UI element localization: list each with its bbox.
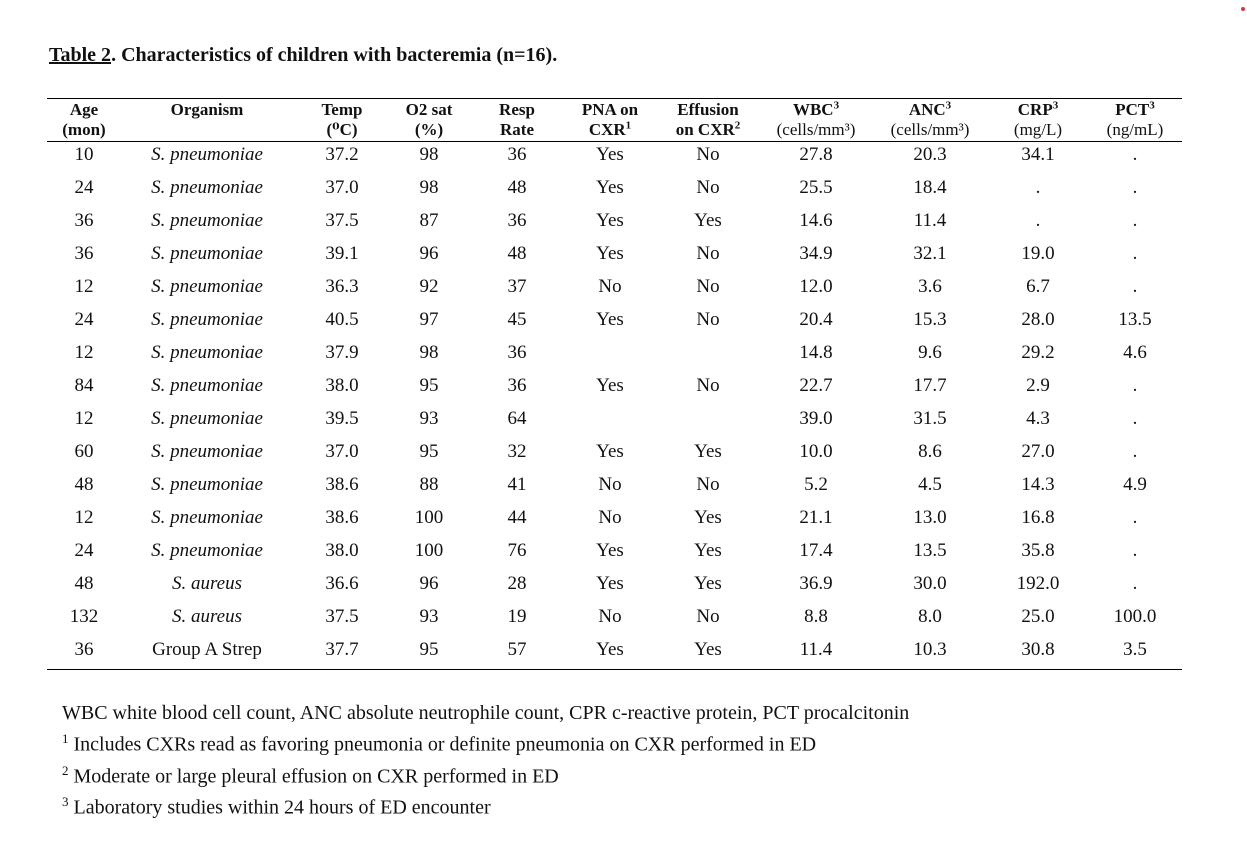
cell-pct: . xyxy=(1132,441,1138,462)
cell-o2-sat: 95 xyxy=(419,375,439,396)
cell-resp-rate: 57 xyxy=(507,639,527,660)
header-anc: ANC$^3$ (cells/mm³) xyxy=(890,99,970,139)
cell-wbc: 12.0 xyxy=(799,276,833,297)
cell-age: 10 xyxy=(74,144,94,165)
header-pct: PCT$^3$ (ng/mL) xyxy=(1106,99,1164,139)
table-row xyxy=(0,374,1247,407)
cell-resp-rate: 32 xyxy=(507,441,527,462)
cell-wbc: 8.8 xyxy=(804,606,828,627)
cell-effusion-on-cxr: No xyxy=(696,177,720,198)
cell-pna-on-cxr: Yes xyxy=(596,540,624,561)
cell-temp: 36.3 xyxy=(325,276,359,297)
cell-anc: 8.0 xyxy=(918,606,942,627)
cell-age: 12 xyxy=(74,408,94,429)
cell-pct: . xyxy=(1132,540,1138,561)
cell-pna-on-cxr: Yes xyxy=(596,441,624,462)
cell-wbc: 14.6 xyxy=(799,210,833,231)
cell-o2-sat: 96 xyxy=(419,573,439,594)
table-row xyxy=(0,341,1247,374)
cell-pct: . xyxy=(1132,408,1138,429)
cell-pna-on-cxr: Yes xyxy=(596,573,624,594)
table-row xyxy=(0,605,1247,638)
cell-resp-rate: 37 xyxy=(507,276,527,297)
cell-pct: 3.5 xyxy=(1123,639,1147,660)
cell-pct: . xyxy=(1132,276,1138,297)
cell-anc: 8.6 xyxy=(918,441,942,462)
cell-wbc: 27.8 xyxy=(799,144,833,165)
cell-crp: 16.8 xyxy=(1021,507,1055,528)
cell-temp: 38.0 xyxy=(325,540,359,561)
cell-age: 36 xyxy=(74,243,94,264)
header-age: Age (mon) xyxy=(62,100,106,139)
cell-wbc: 36.9 xyxy=(799,573,833,594)
header-top-rule xyxy=(47,98,1182,99)
header-resp-rate: Resp Rate xyxy=(499,100,535,139)
cell-temp: 37.7 xyxy=(325,639,359,660)
cell-age: 12 xyxy=(74,507,94,528)
table-row xyxy=(0,242,1247,275)
cell-o2-sat: 95 xyxy=(419,441,439,462)
cell-wbc: 10.0 xyxy=(799,441,833,462)
cell-crp: 30.8 xyxy=(1021,639,1055,660)
cell-temp: 39.1 xyxy=(325,243,359,264)
cell-effusion-on-cxr: No xyxy=(696,606,720,627)
cell-organism: S. pneumoniae xyxy=(151,309,263,330)
cell-age: 36 xyxy=(74,210,94,231)
cell-pct: . xyxy=(1132,177,1138,198)
cell-pna-on-cxr: Yes xyxy=(596,639,624,660)
cell-age: 48 xyxy=(74,474,94,495)
cell-organism: S. pneumoniae xyxy=(151,474,263,495)
footnote-abbreviations: WBC white blood cell count, ANC absolute neutrophile count, CPR c-reactive protein, PCT procalcitonin xyxy=(62,702,910,724)
table-row xyxy=(0,275,1247,308)
cell-temp: 36.6 xyxy=(325,573,359,594)
corner-dot xyxy=(1241,7,1245,11)
cell-resp-rate: 36 xyxy=(507,144,527,165)
header-wbc: WBC$^3$ (cells/mm³) xyxy=(776,99,856,139)
cell-effusion-on-cxr: No xyxy=(696,144,720,165)
table-title xyxy=(49,44,557,67)
cell-effusion-on-cxr: No xyxy=(696,276,720,297)
table-row xyxy=(0,473,1247,506)
cell-crp: 6.7 xyxy=(1026,276,1050,297)
cell-o2-sat: 100 xyxy=(414,540,444,561)
cell-effusion-on-cxr: No xyxy=(696,474,720,495)
cell-pna-on-cxr: Yes xyxy=(596,375,624,396)
header-crp: CRP$^3$ (mg/L) xyxy=(1013,99,1063,139)
cell-anc: 30.0 xyxy=(913,573,947,594)
cell-wbc: 5.2 xyxy=(804,474,828,495)
cell-pna-on-cxr: Yes xyxy=(596,144,624,165)
footnote-1: $^1$ Includes CXRs read as favoring pneumonia or definite pneumonia on CXR performed in ED xyxy=(62,731,817,756)
cell-age: 132 xyxy=(69,606,99,627)
table-row xyxy=(0,638,1247,671)
cell-organism: Group A Strep xyxy=(152,639,262,660)
cell-o2-sat: 87 xyxy=(419,210,439,231)
cell-anc: 15.3 xyxy=(913,309,947,330)
cell-o2-sat: 97 xyxy=(419,309,439,330)
cell-wbc: 14.8 xyxy=(799,342,833,363)
cell-temp: 37.2 xyxy=(325,144,359,165)
cell-wbc: 20.4 xyxy=(799,309,833,330)
cell-organism: S. pneumoniae xyxy=(151,441,263,462)
cell-wbc: 22.7 xyxy=(799,375,833,396)
cell-pct: . xyxy=(1132,144,1138,165)
cell-o2-sat: 96 xyxy=(419,243,439,264)
cell-anc: 17.7 xyxy=(913,375,947,396)
cell-anc: 13.5 xyxy=(913,540,947,561)
header-o2-sat: O2 sat (%) xyxy=(405,100,453,139)
cell-effusion-on-cxr: Yes xyxy=(694,210,722,231)
cell-anc: 20.3 xyxy=(913,144,947,165)
cell-anc: 18.4 xyxy=(913,177,947,198)
cell-pct: 13.5 xyxy=(1118,309,1152,330)
table-row xyxy=(0,209,1247,242)
cell-anc: 4.5 xyxy=(918,474,942,495)
cell-effusion-on-cxr: Yes xyxy=(694,639,722,660)
cell-organism: S. pneumoniae xyxy=(151,342,263,363)
cell-organism: S. pneumoniae xyxy=(151,408,263,429)
cell-temp: 39.5 xyxy=(325,408,359,429)
cell-wbc: 17.4 xyxy=(799,540,833,561)
cell-o2-sat: 95 xyxy=(419,639,439,660)
header-effusion-on-cxr: Effusion on CXR$^2$ xyxy=(675,100,741,139)
table-caption: . Characteristics of children with bacteremia (n=16). xyxy=(111,44,558,66)
cell-effusion-on-cxr: No xyxy=(696,243,720,264)
cell-organism: S. pneumoniae xyxy=(151,144,263,165)
cell-crp: 192.0 xyxy=(1016,573,1060,594)
cell-resp-rate: 36 xyxy=(507,342,527,363)
cell-pna-on-cxr: Yes xyxy=(596,177,624,198)
cell-effusion-on-cxr: Yes xyxy=(694,573,722,594)
cell-o2-sat: 98 xyxy=(419,144,439,165)
cell-resp-rate: 48 xyxy=(507,177,527,198)
cell-pct: . xyxy=(1132,375,1138,396)
cell-o2-sat: 98 xyxy=(419,342,439,363)
cell-organism: S. pneumoniae xyxy=(151,540,263,561)
cell-age: 36 xyxy=(74,639,94,660)
cell-crp: 28.0 xyxy=(1021,309,1055,330)
table-label: Table 2 xyxy=(49,44,112,66)
cell-pct: 4.9 xyxy=(1123,474,1147,495)
cell-effusion-on-cxr: No xyxy=(696,309,720,330)
cell-pna-on-cxr: No xyxy=(598,276,622,297)
cell-crp: 4.3 xyxy=(1026,408,1050,429)
header-temp: Temp (⁰C) xyxy=(321,100,363,139)
cell-resp-rate: 41 xyxy=(507,474,527,495)
cell-effusion-on-cxr: Yes xyxy=(694,540,722,561)
cell-anc: 9.6 xyxy=(918,342,942,363)
cell-organism: S. pneumoniae xyxy=(151,243,263,264)
header-bottom-rule xyxy=(47,141,1182,142)
cell-crp: 2.9 xyxy=(1026,375,1050,396)
cell-pct: 100.0 xyxy=(1113,606,1157,627)
cell-age: 24 xyxy=(74,177,94,198)
cell-age: 12 xyxy=(74,342,94,363)
cell-pct: . xyxy=(1132,210,1138,231)
cell-age: 84 xyxy=(74,375,94,396)
cell-anc: 32.1 xyxy=(913,243,947,264)
cell-temp: 40.5 xyxy=(325,309,359,330)
cell-pct: . xyxy=(1132,573,1138,594)
cell-temp: 37.9 xyxy=(325,342,359,363)
cell-age: 24 xyxy=(74,540,94,561)
cell-pct: 4.6 xyxy=(1123,342,1147,363)
cell-age: 60 xyxy=(74,441,94,462)
cell-temp: 38.6 xyxy=(325,507,359,528)
table-row xyxy=(0,572,1247,605)
cell-effusion-on-cxr: Yes xyxy=(694,441,722,462)
cell-crp: 29.2 xyxy=(1021,342,1055,363)
cell-o2-sat: 92 xyxy=(419,276,439,297)
table-row xyxy=(0,506,1247,539)
cell-resp-rate: 48 xyxy=(507,243,527,264)
cell-effusion-on-cxr: Yes xyxy=(694,507,722,528)
cell-organism: S. aureus xyxy=(171,606,243,627)
cell-pna-on-cxr: Yes xyxy=(596,210,624,231)
cell-pna-on-cxr: Yes xyxy=(596,243,624,264)
table-row xyxy=(0,407,1247,440)
cell-crp: 27.0 xyxy=(1021,441,1055,462)
cell-crp: . xyxy=(1035,177,1041,198)
cell-o2-sat: 88 xyxy=(419,474,439,495)
cell-resp-rate: 76 xyxy=(507,540,527,561)
cell-wbc: 25.5 xyxy=(799,177,833,198)
cell-crp: 35.8 xyxy=(1021,540,1055,561)
table-row xyxy=(0,440,1247,473)
cell-o2-sat: 100 xyxy=(414,507,444,528)
table-row xyxy=(0,143,1247,176)
table-row xyxy=(0,308,1247,341)
footnote-3: $^3$ Laboratory studies within 24 hours of ED encounter xyxy=(62,794,491,819)
table-row xyxy=(0,539,1247,572)
cell-pct: . xyxy=(1132,507,1138,528)
cell-crp: 19.0 xyxy=(1021,243,1055,264)
cell-o2-sat: 93 xyxy=(419,606,439,627)
cell-anc: 31.5 xyxy=(913,408,947,429)
cell-pna-on-cxr: Yes xyxy=(596,309,624,330)
cell-crp: . xyxy=(1035,210,1041,231)
cell-temp: 37.5 xyxy=(325,210,359,231)
cell-wbc: 39.0 xyxy=(799,408,833,429)
cell-resp-rate: 45 xyxy=(507,309,527,330)
cell-organism: S. aureus xyxy=(171,573,243,594)
cell-pna-on-cxr: No xyxy=(598,507,622,528)
cell-resp-rate: 19 xyxy=(507,606,527,627)
header-organism: Organism xyxy=(170,100,244,119)
cell-pna-on-cxr: No xyxy=(598,606,622,627)
cell-anc: 11.4 xyxy=(913,210,947,231)
footnotes xyxy=(62,700,909,821)
cell-anc: 10.3 xyxy=(913,639,947,660)
cell-temp: 37.0 xyxy=(325,441,359,462)
cell-resp-rate: 36 xyxy=(507,375,527,396)
cell-organism: S. pneumoniae xyxy=(151,507,263,528)
cell-wbc: 34.9 xyxy=(799,243,833,264)
cell-wbc: 21.1 xyxy=(799,507,833,528)
cell-o2-sat: 98 xyxy=(419,177,439,198)
cell-resp-rate: 44 xyxy=(507,507,527,528)
cell-effusion-on-cxr: No xyxy=(696,375,720,396)
cell-temp: 37.5 xyxy=(325,606,359,627)
cell-crp: 34.1 xyxy=(1021,144,1055,165)
cell-crp: 25.0 xyxy=(1021,606,1055,627)
cell-o2-sat: 93 xyxy=(419,408,439,429)
cell-anc: 13.0 xyxy=(913,507,947,528)
cell-anc: 3.6 xyxy=(918,276,942,297)
cell-organism: S. pneumoniae xyxy=(151,210,263,231)
cell-age: 12 xyxy=(74,276,94,297)
cell-resp-rate: 36 xyxy=(507,210,527,231)
cell-resp-rate: 64 xyxy=(507,408,527,429)
cell-resp-rate: 28 xyxy=(507,573,527,594)
cell-age: 24 xyxy=(74,309,94,330)
cell-age: 48 xyxy=(74,573,94,594)
cell-organism: S. pneumoniae xyxy=(151,375,263,396)
cell-pna-on-cxr: No xyxy=(598,474,622,495)
cell-wbc: 11.4 xyxy=(799,639,833,660)
cell-organism: S. pneumoniae xyxy=(151,276,263,297)
cell-crp: 14.3 xyxy=(1021,474,1055,495)
cell-pct: . xyxy=(1132,243,1138,264)
footnote-2: $^2$ Moderate or large pleural effusion on CXR performed in ED xyxy=(62,762,559,788)
header-pna-on-cxr: PNA on CXR$^1$ xyxy=(581,100,639,139)
table-row xyxy=(0,176,1247,209)
cell-temp: 37.0 xyxy=(325,177,359,198)
cell-organism: S. pneumoniae xyxy=(151,177,263,198)
cell-temp: 38.6 xyxy=(325,474,359,495)
cell-temp: 38.0 xyxy=(325,375,359,396)
